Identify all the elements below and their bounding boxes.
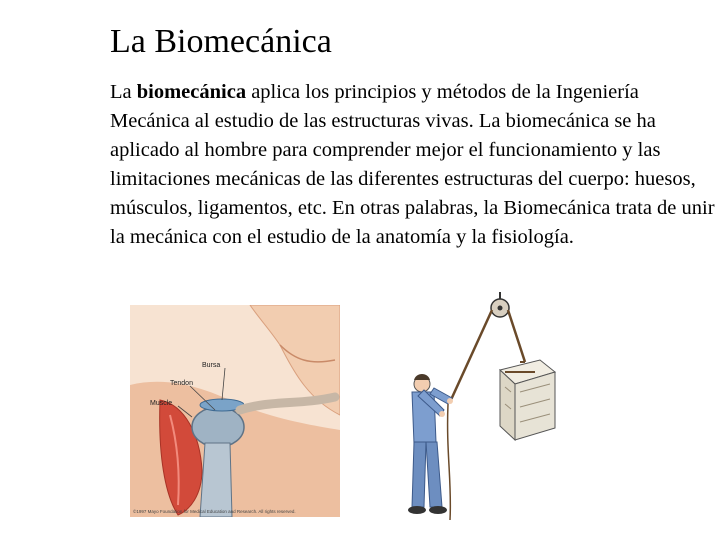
figure-copyright: ©1997 Mayo Foundation for Medical Education and Research. All rights reserved. xyxy=(133,509,296,514)
paragraph-term: biomecánica xyxy=(136,81,247,103)
pulley-lifting-figure xyxy=(400,292,560,522)
body-paragraph xyxy=(110,78,715,252)
paragraph-text: aplica los principios y métodos de la Ingeniería Mecánica al estudio de las estructuras vivas. La biomecánica se ha aplicado al hombre para comprender mejor el funcionamiento y las limitaciones mecánicas de las diferentes estructuras del cuerpo: huesos, músculos, ligamentos, etc. En otras palabras, la Biomecánica trata de unir la mecánica con el estudio de la anatomía y la fisiología. xyxy=(110,81,715,248)
shoulder-anatomy-figure xyxy=(130,305,340,517)
bursa-label: Bursa xyxy=(202,362,221,369)
shoulder-anatomy-illustration xyxy=(130,305,340,517)
muscle-label: Muscle xyxy=(150,400,173,407)
paragraph-lead: La xyxy=(110,81,137,103)
slide-title: La Biomecánica xyxy=(110,23,332,60)
tendon-label: Tendon xyxy=(170,380,193,387)
pulley-lifting-illustration xyxy=(400,292,560,522)
